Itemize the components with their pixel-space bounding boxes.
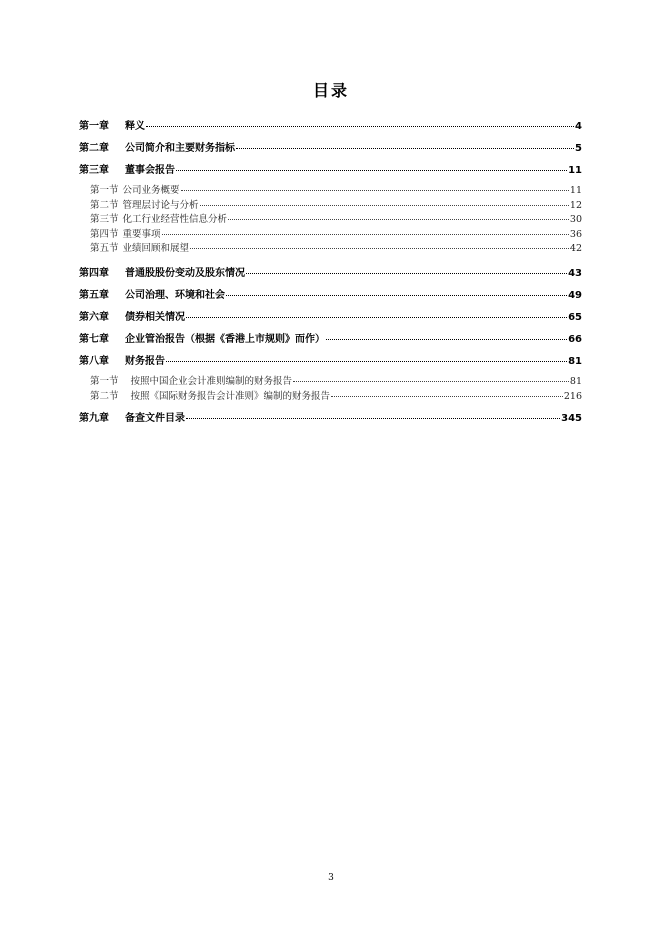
page-ref: 66 bbox=[568, 333, 582, 345]
section-title: 化工行业经营性信息分析 bbox=[122, 214, 228, 226]
chapter-title: 普通股股份变动及股东情况 bbox=[125, 267, 245, 279]
section-number: 第五节 bbox=[90, 243, 119, 255]
section-title: 业绩回顾和展望 bbox=[122, 243, 190, 255]
toc-entry-section-3-4[interactable] bbox=[79, 228, 582, 243]
dot-leader bbox=[331, 396, 563, 397]
dot-leader bbox=[190, 248, 569, 249]
chapter-number: 第八章 bbox=[79, 355, 109, 367]
toc-entry-chapter-2[interactable] bbox=[79, 142, 582, 155]
chapter-title: 债券相关情况 bbox=[125, 311, 185, 323]
dot-leader bbox=[200, 205, 569, 206]
page-ref: 81 bbox=[568, 355, 582, 367]
toc-entry-section-3-5[interactable] bbox=[79, 242, 582, 257]
toc-entry-section-3-1[interactable] bbox=[79, 184, 582, 199]
page-ref: 12 bbox=[569, 199, 582, 211]
chapter-number: 第四章 bbox=[79, 267, 109, 279]
section-title: 按照《国际财务报告会计准则》编制的财务报告 bbox=[130, 390, 331, 402]
page-ref: 4 bbox=[575, 121, 582, 132]
section-number: 第一节 bbox=[90, 375, 119, 387]
toc-entry-chapter-4[interactable] bbox=[79, 267, 582, 280]
chapter-number: 第七章 bbox=[79, 333, 109, 345]
section-title: 按照中国企业会计准则编制的财务报告 bbox=[130, 375, 293, 387]
section-title: 重要事项 bbox=[122, 228, 161, 240]
dot-leader bbox=[176, 170, 567, 171]
chapter-title: 企业管治报告（根据《香港上市规则》而作） bbox=[125, 333, 325, 345]
page-ref: 216 bbox=[563, 390, 582, 402]
page-number: 3 bbox=[328, 873, 334, 883]
section-number: 第一节 bbox=[90, 185, 119, 196]
chapter-number: 第六章 bbox=[79, 311, 109, 323]
chapter-title: 备查文件目录 bbox=[125, 413, 185, 425]
section-title: 管理层讨论与分析 bbox=[122, 199, 199, 211]
chapter-title: 董事会报告 bbox=[125, 165, 175, 176]
dot-leader bbox=[166, 361, 567, 362]
chapter-title: 财务报告 bbox=[125, 355, 165, 367]
chapter-title: 公司简介和主要财务指标 bbox=[125, 143, 235, 154]
toc-entry-chapter-1[interactable] bbox=[79, 120, 582, 133]
dot-leader bbox=[181, 190, 569, 191]
page-ref: 11 bbox=[569, 185, 582, 196]
page-ref: 81 bbox=[569, 375, 582, 387]
chapter-title: 公司治理、环境和社会 bbox=[125, 289, 225, 301]
page-ref: 43 bbox=[568, 267, 582, 279]
section-title: 公司业务概要 bbox=[122, 185, 180, 196]
section-number: 第三节 bbox=[90, 214, 119, 226]
toc-entry-section-3-3[interactable] bbox=[79, 213, 582, 228]
dot-leader bbox=[326, 339, 567, 340]
dot-leader bbox=[226, 295, 567, 296]
toc-entry-section-8-1[interactable] bbox=[79, 375, 582, 390]
page-ref: 36 bbox=[569, 228, 582, 240]
toc-title: 目录 bbox=[312, 81, 349, 100]
toc-entry-chapter-7[interactable] bbox=[79, 333, 582, 346]
chapter-number: 第一章 bbox=[79, 121, 109, 132]
page-ref: 5 bbox=[575, 143, 582, 154]
section-number: 第二节 bbox=[90, 390, 119, 402]
dot-leader bbox=[186, 317, 567, 318]
dot-leader bbox=[228, 219, 569, 220]
dot-leader bbox=[186, 418, 560, 419]
section-number: 第四节 bbox=[90, 228, 119, 240]
dot-leader bbox=[146, 126, 574, 127]
page-ref: 30 bbox=[569, 214, 582, 226]
toc-entry-chapter-9[interactable] bbox=[79, 412, 582, 425]
chapter-number: 第五章 bbox=[79, 289, 109, 301]
toc-entry-chapter-8[interactable] bbox=[79, 355, 582, 368]
toc-entry-chapter-5[interactable] bbox=[79, 289, 582, 302]
chapter-title: 释义 bbox=[125, 121, 145, 132]
dot-leader bbox=[236, 148, 574, 149]
chapter-number: 第三章 bbox=[79, 165, 109, 176]
toc-entry-chapter-3[interactable] bbox=[79, 164, 582, 177]
chapter-number: 第九章 bbox=[79, 413, 109, 425]
toc-entry-section-3-2[interactable] bbox=[79, 199, 582, 214]
dot-leader bbox=[293, 381, 569, 382]
dot-leader bbox=[246, 273, 567, 274]
toc-entry-chapter-6[interactable] bbox=[79, 311, 582, 324]
chapter-number: 第二章 bbox=[79, 143, 109, 154]
page-ref: 49 bbox=[568, 289, 582, 301]
page-ref: 11 bbox=[568, 165, 582, 176]
page-ref: 345 bbox=[561, 413, 582, 425]
toc-entry-section-8-2[interactable] bbox=[79, 390, 582, 405]
section-number: 第二节 bbox=[90, 199, 119, 211]
page-ref: 42 bbox=[569, 243, 582, 255]
table-of-contents bbox=[79, 117, 582, 425]
page-ref: 65 bbox=[568, 311, 582, 323]
dot-leader bbox=[162, 234, 569, 235]
